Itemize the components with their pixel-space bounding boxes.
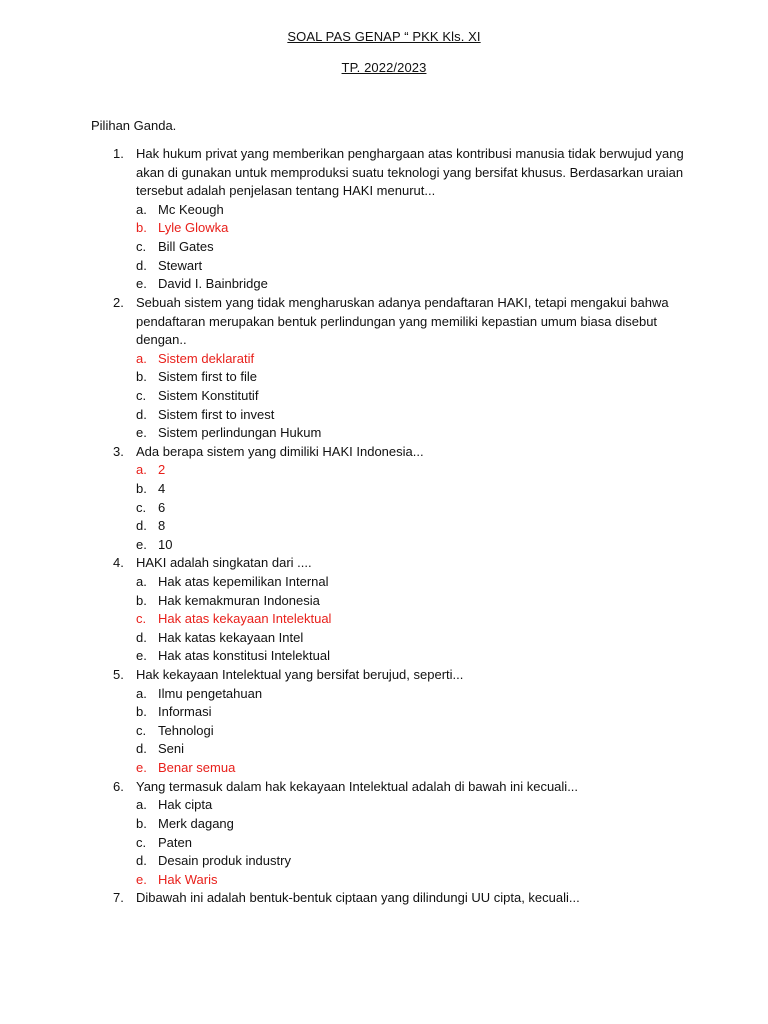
option-letter: d. — [136, 518, 147, 534]
option-text: Hak katas kekayaan Intel — [158, 629, 304, 645]
question-item — [91, 554, 691, 666]
answer-option — [136, 275, 691, 294]
option-letter: c. — [136, 611, 147, 627]
answer-option — [136, 722, 691, 741]
question-number: 5. — [113, 667, 124, 683]
option-letter: a. — [136, 685, 147, 701]
option-letter: e. — [136, 276, 147, 292]
option-text: Stewart — [158, 257, 203, 273]
answer-option-correct — [136, 461, 691, 480]
option-text: 10 — [158, 536, 173, 552]
question-text: Hak hukum privat yang memberikan penghargaan atas kontribusi manusia tidak berwujud yang akan di gunakan untuk memproduksi suatu teknologi yang bersifat khusus. Berdasarkan uraian tersebut adalah penjelasan tentang HAKI menurut... — [136, 146, 684, 199]
question-list — [91, 145, 691, 908]
option-text: Ilmu pengetahuan — [158, 685, 263, 701]
option-text: Lyle Glowka — [158, 220, 229, 236]
option-letter: b. — [136, 220, 147, 236]
answer-option — [136, 815, 691, 834]
option-text: Hak kemakmuran Indonesia — [158, 592, 320, 608]
question-item — [91, 294, 691, 443]
answer-option-correct — [136, 350, 691, 369]
option-list — [136, 461, 691, 554]
option-text: Mc Keough — [158, 201, 224, 217]
option-text: Merk dagang — [158, 815, 234, 831]
answer-option-correct — [136, 219, 691, 238]
question-number: 2. — [113, 294, 124, 310]
answer-option-correct — [136, 610, 691, 629]
answer-option — [136, 573, 691, 592]
answer-option — [136, 201, 691, 220]
option-list — [136, 685, 691, 778]
option-text: Bill Gates — [158, 239, 214, 255]
question-number: 3. — [113, 443, 124, 459]
option-text: Sistem first to invest — [158, 406, 275, 422]
question-text: Dibawah ini adalah bentuk-bentuk ciptaan yang dilindungi UU cipta, kecuali... — [136, 890, 580, 906]
option-letter: c. — [136, 239, 147, 255]
answer-option — [136, 387, 691, 406]
answer-option-correct — [136, 759, 691, 778]
option-list — [136, 201, 691, 294]
option-letter: e. — [136, 648, 147, 664]
option-text: 2 — [158, 462, 166, 478]
answer-option — [136, 834, 691, 853]
section-label: Pilihan Ganda. — [91, 118, 177, 133]
question-item — [91, 443, 691, 555]
option-letter: b. — [136, 480, 147, 496]
answer-option — [136, 703, 691, 722]
question-text: Ada berapa sistem yang dimiliki HAKI Indonesia... — [136, 443, 424, 459]
option-letter: d. — [136, 257, 147, 273]
option-letter: b. — [136, 704, 147, 720]
option-text: Seni — [158, 741, 185, 757]
question-item — [91, 889, 691, 908]
question-item — [91, 145, 691, 294]
answer-option — [136, 852, 691, 871]
question-text: HAKI adalah singkatan dari .... — [136, 555, 312, 571]
answer-option — [136, 257, 691, 276]
option-letter: e. — [136, 536, 147, 552]
option-text: Hak atas kekayaan Intelektual — [158, 611, 332, 627]
question-item — [91, 666, 691, 778]
option-letter: a. — [136, 797, 147, 813]
option-text: 4 — [158, 480, 166, 496]
option-text: Hak atas konstitusi Intelektual — [158, 648, 330, 664]
option-text: Informasi — [158, 704, 212, 720]
answer-option — [136, 480, 691, 499]
option-text: Benar semua — [158, 760, 236, 776]
option-letter: a. — [136, 201, 147, 217]
answer-option — [136, 592, 691, 611]
option-letter: a. — [136, 574, 147, 590]
school-year: TP. 2022/2023 — [341, 60, 427, 75]
option-letter: e. — [136, 871, 147, 887]
question-text: Sebuah sistem yang tidak mengharuskan adanya pendaftaran HAKI, tetapi mengakui bahwa pendaftaran merupakan bentuk perlindungan yang memiliki kepastian umum biasa disebut dengan.. — [136, 294, 669, 348]
answer-option-correct — [136, 871, 691, 890]
option-letter: b. — [136, 815, 147, 831]
question-number: 7. — [113, 890, 124, 906]
option-letter: d. — [136, 853, 147, 869]
option-text: Hak atas kepemilikan Internal — [158, 574, 329, 590]
option-letter: a. — [136, 350, 147, 366]
option-text: Sistem deklaratif — [158, 350, 255, 366]
option-letter: d. — [136, 406, 147, 422]
option-list — [136, 350, 691, 443]
answer-option — [136, 536, 691, 555]
question-number: 6. — [113, 778, 124, 794]
answer-option — [136, 424, 691, 443]
option-text: Desain produk industry — [158, 853, 291, 869]
question-text: Yang termasuk dalam hak kekayaan Intelektual adalah di bawah ini kecuali... — [136, 778, 579, 794]
option-list — [136, 573, 691, 666]
option-text: Sistem perlindungan Hukum — [158, 425, 322, 441]
option-list — [136, 796, 691, 889]
answer-option — [136, 368, 691, 387]
answer-option — [136, 238, 691, 257]
option-text: Paten — [158, 834, 192, 850]
question-number: 4. — [113, 555, 124, 571]
answer-option — [136, 629, 691, 648]
option-text: 8 — [158, 518, 166, 534]
option-letter: e. — [136, 425, 147, 441]
question-number: 1. — [113, 146, 124, 162]
option-text: Sistem first to file — [158, 369, 257, 385]
option-letter: b. — [136, 369, 147, 385]
option-text: Sistem Konstitutif — [158, 387, 259, 403]
answer-option — [136, 740, 691, 759]
answer-option — [136, 685, 691, 704]
option-letter: c. — [136, 722, 147, 738]
answer-option — [136, 406, 691, 425]
option-letter: d. — [136, 629, 147, 645]
option-letter: c. — [136, 387, 147, 403]
option-text: 6 — [158, 499, 166, 515]
option-letter: c. — [136, 499, 147, 515]
option-text: David I. Bainbridge — [158, 276, 268, 292]
question-item — [91, 778, 691, 890]
option-text: Hak Waris — [158, 871, 218, 887]
option-letter: c. — [136, 834, 147, 850]
option-letter: d. — [136, 741, 147, 757]
question-text: Hak kekayaan Intelektual yang bersifat berujud, seperti... — [136, 667, 464, 683]
document-title: SOAL PAS GENAP “ PKK Kls. XI — [287, 29, 481, 44]
answer-option — [136, 517, 691, 536]
answer-option — [136, 499, 691, 518]
answer-option — [136, 796, 691, 815]
option-text: Hak cipta — [158, 797, 213, 813]
answer-option — [136, 647, 691, 666]
option-letter: e. — [136, 760, 147, 776]
option-text: Tehnologi — [158, 722, 214, 738]
option-letter: b. — [136, 592, 147, 608]
option-letter: a. — [136, 462, 147, 478]
